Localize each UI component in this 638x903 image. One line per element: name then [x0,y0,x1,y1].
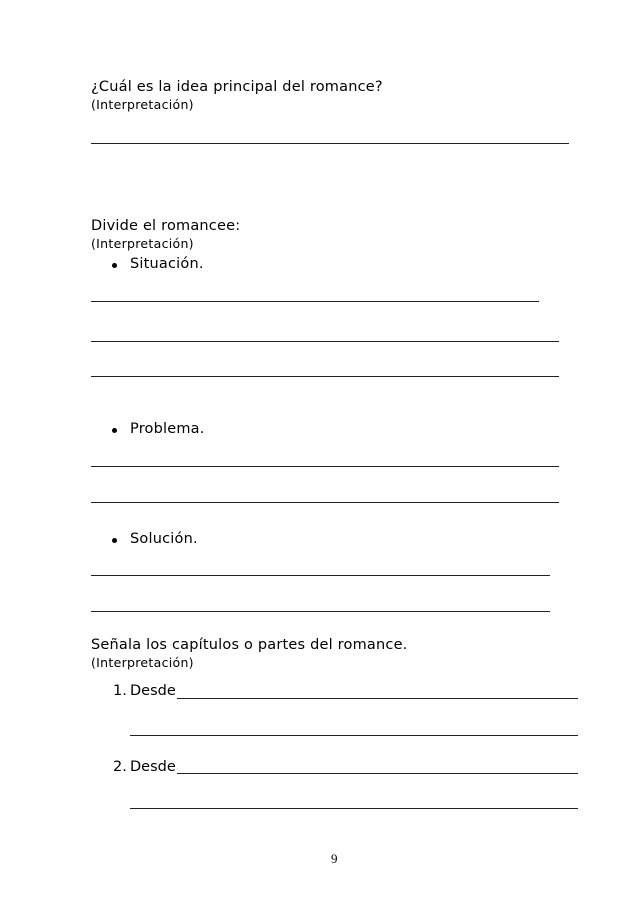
list-item-label: Desde [130,683,176,699]
answer-line[interactable] [91,611,550,612]
bullet-situacion: Situación. [130,256,204,272]
answer-line[interactable] [91,143,569,144]
answer-line[interactable] [91,341,559,342]
list-item-number: 2. [113,759,127,775]
answer-line[interactable] [177,773,578,774]
list-item-number: 1. [113,683,127,699]
bullet-icon [112,263,117,268]
question-3-hint: (Interpretación) [91,655,194,670]
question-1-title: ¿Cuál es la idea principal del romance? [91,79,383,95]
answer-line[interactable] [91,502,559,503]
list-item-label: Desde [130,759,176,775]
bullet-solucion: Solución. [130,531,198,547]
bullet-problema: Problema. [130,421,205,437]
question-1-hint: (Interpretación) [91,97,194,112]
answer-line[interactable] [130,735,578,736]
question-3-title: Señala los capítulos o partes del romance. [91,637,408,653]
answer-line[interactable] [91,466,559,467]
question-2-title: Divide el romancee: [91,218,241,234]
question-2-hint: (Interpretación) [91,236,194,251]
answer-line[interactable] [91,301,539,302]
answer-line[interactable] [130,808,578,809]
answer-line[interactable] [177,698,578,699]
answer-line[interactable] [91,575,550,576]
bullet-icon [112,428,117,433]
page-number: 9 [331,851,338,866]
answer-line[interactable] [91,376,559,377]
bullet-icon [112,538,117,543]
